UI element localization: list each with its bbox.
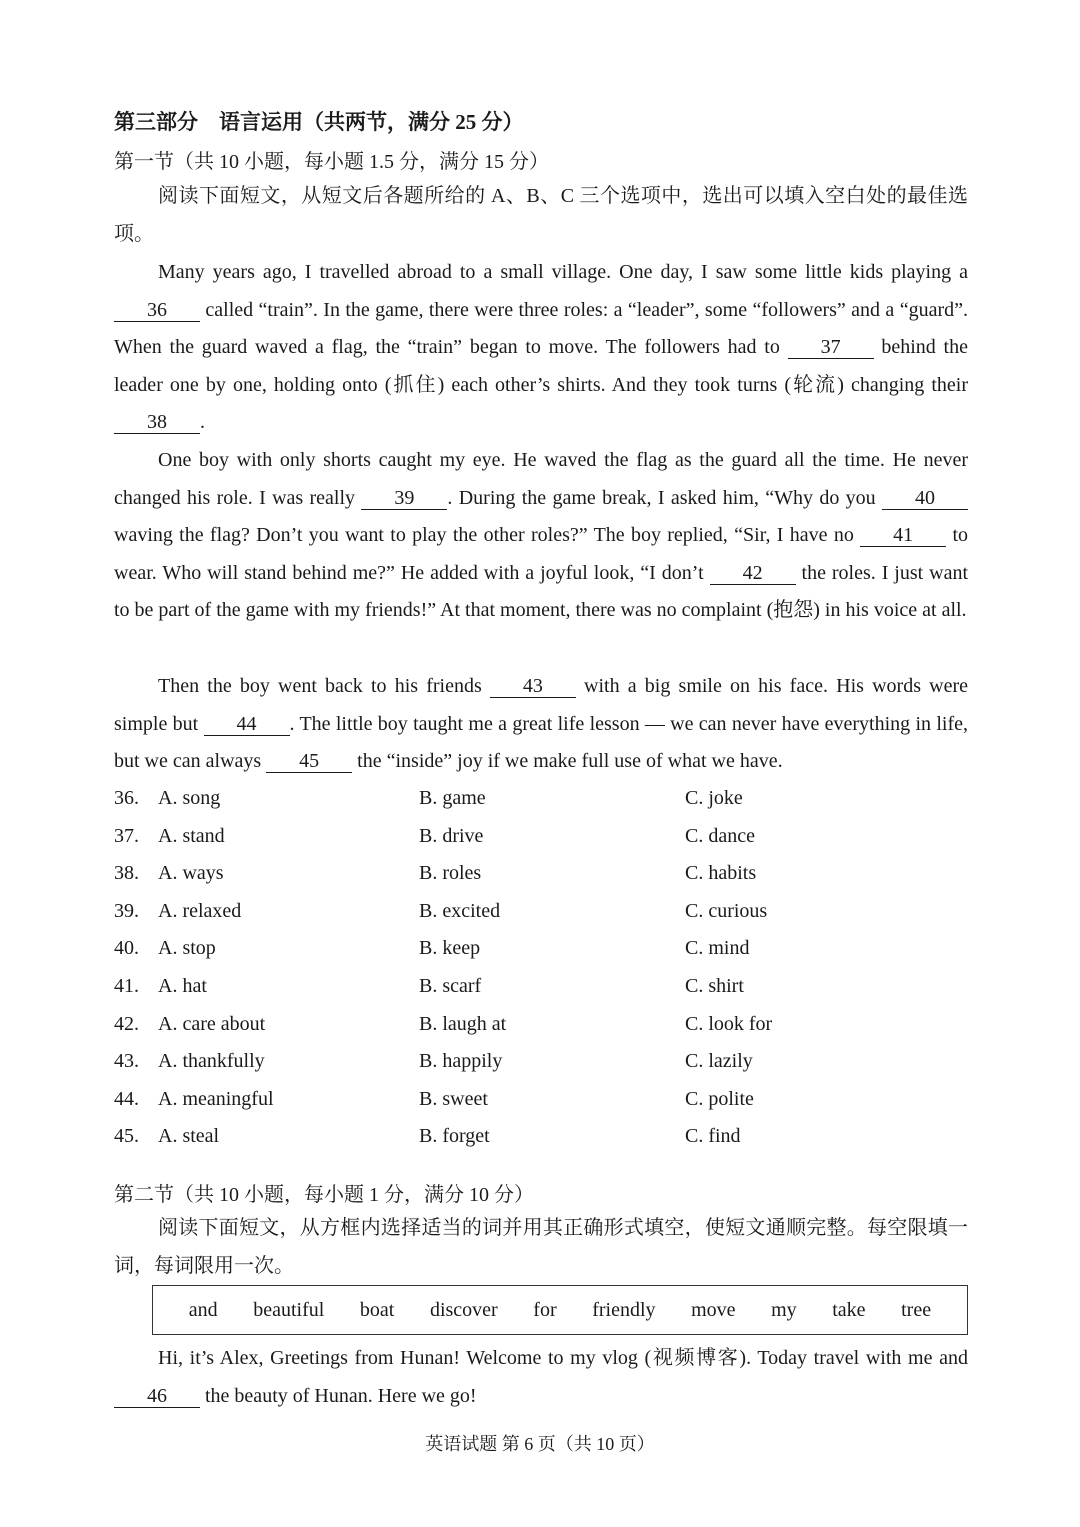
word-bank-item: beautiful [253, 1298, 325, 1321]
option-b: B. drive [419, 824, 484, 847]
option-c: C. lazily [685, 1050, 753, 1073]
blank-43: 43 [490, 675, 576, 698]
blank-42: 42 [710, 562, 796, 585]
option-b: B. laugh at [419, 1012, 507, 1035]
blank-37: 37 [788, 336, 874, 359]
question-number: 42. [114, 1012, 139, 1035]
option-a: A. hat [158, 974, 207, 997]
question-number: 41. [114, 974, 139, 997]
option-c: C. find [685, 1125, 741, 1148]
option-c: C. habits [685, 862, 757, 885]
blank-40: 40 [882, 487, 968, 510]
option-a: A. song [158, 787, 221, 809]
word-bank-item: tree [901, 1298, 932, 1321]
option-b: B. excited [419, 899, 501, 922]
blank-41: 41 [860, 524, 946, 547]
passage-text: behind the leader one by one, holding onto (抓住) each other’s shirts. And they took turns (轮流) changing their [114, 336, 968, 396]
passage-text: Hi, it’s Alex, Greetings from Hunan! Welcome to my vlog (视频博客). Today travel with me and [158, 1347, 968, 1369]
passage-text: waving the flag? Don’t you want to play the other roles?” The boy replied, “Sir, I have no [114, 524, 861, 547]
option-b: B. sweet [419, 1087, 488, 1110]
passage-paragraph-3 [114, 668, 968, 781]
option-c: C. look for [685, 1012, 773, 1035]
blank-36: 36 [114, 299, 200, 322]
passage-paragraph-2 [114, 442, 968, 630]
passage-paragraph-1 [114, 254, 968, 442]
option-row [114, 780, 968, 818]
option-b: B. roles [419, 862, 482, 885]
option-row [114, 968, 968, 1006]
word-bank-box [152, 1285, 968, 1335]
option-c: C. curious [685, 899, 768, 922]
option-a: A. relaxed [158, 899, 242, 922]
option-a: A. stand [158, 824, 225, 847]
part2-paragraph-1 [114, 1340, 968, 1415]
passage-text: with a big smile on his face. His words were simple but [114, 675, 968, 735]
option-row [114, 818, 968, 856]
answer-options [114, 780, 968, 1156]
question-number: 38. [114, 862, 139, 885]
question-number: 44. [114, 1087, 139, 1110]
option-a: A. thankfully [158, 1050, 265, 1073]
passage-text: . During the game break, I asked him, “Why do you [447, 486, 882, 509]
word-bank-item: friendly [592, 1298, 656, 1321]
question-number: 37. [114, 824, 139, 847]
option-row [114, 930, 968, 968]
passage-text: the beauty of Hunan. Here we go! [200, 1384, 477, 1407]
passage-text: the roles. I just want to be part of the game with my friends!” At that moment, there was no complaint (抱怨) in his voice at all. [114, 561, 969, 622]
part2-heading: 第二节（共 10 小题，每小题 1 分，满分 10 分） [114, 1184, 534, 1206]
word-bank-item: for [533, 1298, 557, 1321]
passage-text: Then the boy went back to his friends [158, 675, 490, 697]
option-a: A. ways [158, 862, 224, 885]
question-number: 39. [114, 899, 139, 922]
passage-text: Many years ago, I travelled abroad to a small village. One day, I saw some little kids playing a [158, 261, 968, 283]
page-footer: 英语试题 第 6 页（共 10 页） [425, 1434, 655, 1454]
option-a: A. care about [158, 1012, 266, 1035]
passage-text: to wear. Who will stand behind me?” He added with a joyful look, “I don’t [114, 524, 968, 584]
word-bank-item: boat [359, 1298, 395, 1321]
option-row [114, 1118, 968, 1156]
passage-text: . [200, 411, 205, 434]
option-row [114, 1006, 968, 1044]
option-c: C. joke [685, 787, 743, 809]
word-bank-item: and [188, 1298, 218, 1321]
option-row [114, 1043, 968, 1081]
passage-text: One boy with only shorts caught my eye. He waved the flag as the guard all the time. He never changed his role. I was really [114, 449, 968, 509]
blank-44: 44 [204, 713, 290, 736]
word-bank-item: take [832, 1298, 866, 1321]
question-number: 43. [114, 1050, 139, 1073]
section-title: 第三部分 语言运用（共两节，满分 25 分） [114, 110, 524, 134]
option-a: A. steal [158, 1125, 220, 1148]
blank-38: 38 [114, 411, 200, 434]
option-c: C. dance [685, 824, 755, 847]
question-number: 40. [114, 937, 139, 960]
word-bank-item: move [691, 1298, 736, 1321]
option-row [114, 893, 968, 931]
option-row [114, 855, 968, 893]
passage-text: called “train”. In the game, there were three roles: a “leader”, some “followers” and a “guard”. When the guard waved a flag, the “train” began to move. The followers had to [114, 298, 968, 359]
option-row [114, 1081, 968, 1119]
part1-instruction: 阅读下面短文，从短文后各题所给的 A、B、C 三个选项中，选出可以填入空白处的最佳选项。 [114, 185, 968, 245]
blank-39: 39 [361, 487, 447, 510]
option-a: A. stop [158, 937, 216, 960]
blank-45: 45 [266, 750, 352, 773]
part1-heading: 第一节（共 10 小题，每小题 1.5 分，满分 15 分） [114, 151, 549, 173]
option-b: B. happily [419, 1050, 503, 1073]
option-b: B. keep [419, 937, 481, 960]
option-c: C. polite [685, 1087, 754, 1110]
word-bank-item: my [771, 1298, 797, 1321]
option-b: B. scarf [419, 974, 482, 997]
option-b: B. forget [419, 1125, 490, 1148]
question-number: 36. [114, 787, 139, 809]
passage-text: the “inside” joy if we make full use of what we have. [352, 750, 783, 773]
option-b: B. game [419, 787, 486, 809]
part2-instruction: 阅读下面短文，从方框内选择适当的词并用其正确形式填空，使短文通顺完整。每空限填一词，每词限用一次。 [114, 1217, 968, 1277]
passage-text: . The little boy taught me a great life lesson — we can never have everything in life, but we can always [114, 712, 968, 773]
word-bank-item: discover [429, 1298, 498, 1321]
option-a: A. meaningful [158, 1087, 274, 1110]
question-number: 45. [114, 1125, 139, 1148]
option-c: C. mind [685, 937, 750, 960]
option-c: C. shirt [685, 974, 744, 997]
blank-46: 46 [114, 1385, 200, 1408]
